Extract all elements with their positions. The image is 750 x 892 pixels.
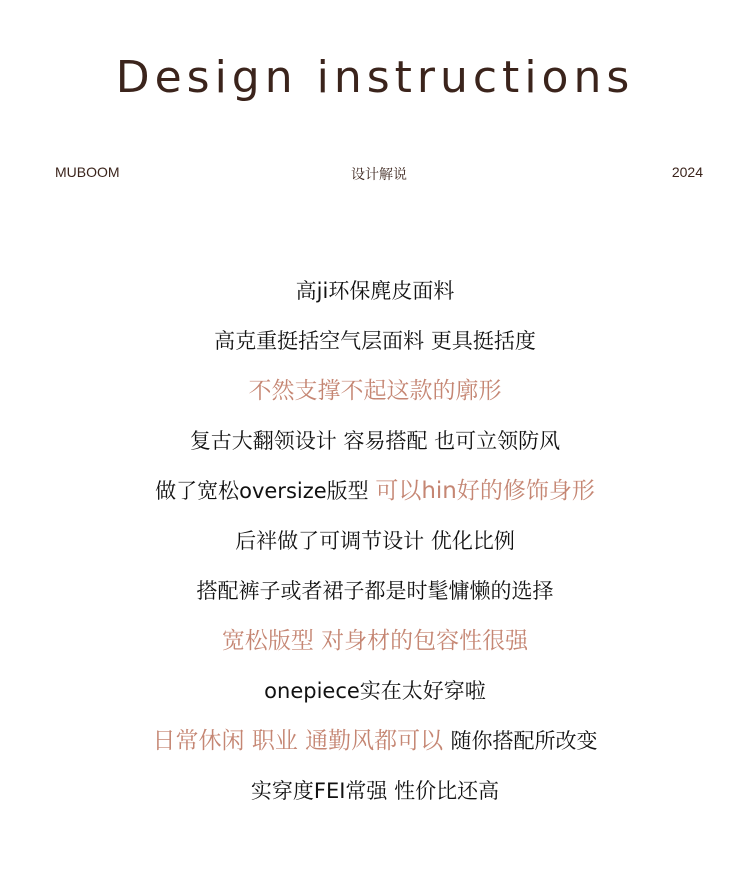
line-text: onepiece实在太好穿啦 bbox=[264, 679, 486, 703]
description-line bbox=[0, 526, 750, 576]
line-text-accent: 可以hin好的修饰身形 bbox=[375, 478, 595, 504]
description-line bbox=[0, 626, 750, 676]
description-line bbox=[0, 476, 750, 526]
page-title: Design instructions bbox=[115, 52, 635, 103]
year-label: 2024 bbox=[671, 164, 703, 180]
line-text-accent: 宽松版型 对身材的包容性很强 bbox=[221, 628, 529, 654]
line-text: 做了宽松oversize版型 bbox=[155, 479, 376, 503]
line-text: 后袢做了可调节设计 优化比例 bbox=[235, 529, 515, 553]
description-line bbox=[0, 376, 750, 426]
line-text-accent: 不然支撑不起这款的廓形 bbox=[248, 378, 502, 404]
meta-bar bbox=[55, 164, 703, 184]
line-text: 复古大翻领设计 容易搭配 也可立领防风 bbox=[189, 429, 561, 453]
brand-label: MUBOOM bbox=[55, 164, 120, 180]
line-text: 实穿度FEI常强 性价比还高 bbox=[250, 779, 500, 803]
line-text: 高克重挺括空气层面料 更具挺括度 bbox=[214, 329, 536, 353]
description-line bbox=[0, 726, 750, 776]
description-line bbox=[0, 326, 750, 376]
line-text: 高ji环保麂皮面料 bbox=[295, 279, 455, 303]
line-text: 搭配裤子或者裙子都是时髦慵懒的选择 bbox=[196, 579, 554, 603]
line-text: 随你搭配所改变 bbox=[450, 729, 598, 753]
subtitle-label: 设计解说 bbox=[351, 166, 407, 182]
description-line bbox=[0, 576, 750, 626]
description-line bbox=[0, 426, 750, 476]
description-line bbox=[0, 276, 750, 326]
description-line bbox=[0, 676, 750, 726]
description-lines bbox=[0, 276, 750, 826]
description-line bbox=[0, 776, 750, 826]
line-text-accent: 日常休闲 职业 通勤风都可以 bbox=[152, 728, 451, 754]
